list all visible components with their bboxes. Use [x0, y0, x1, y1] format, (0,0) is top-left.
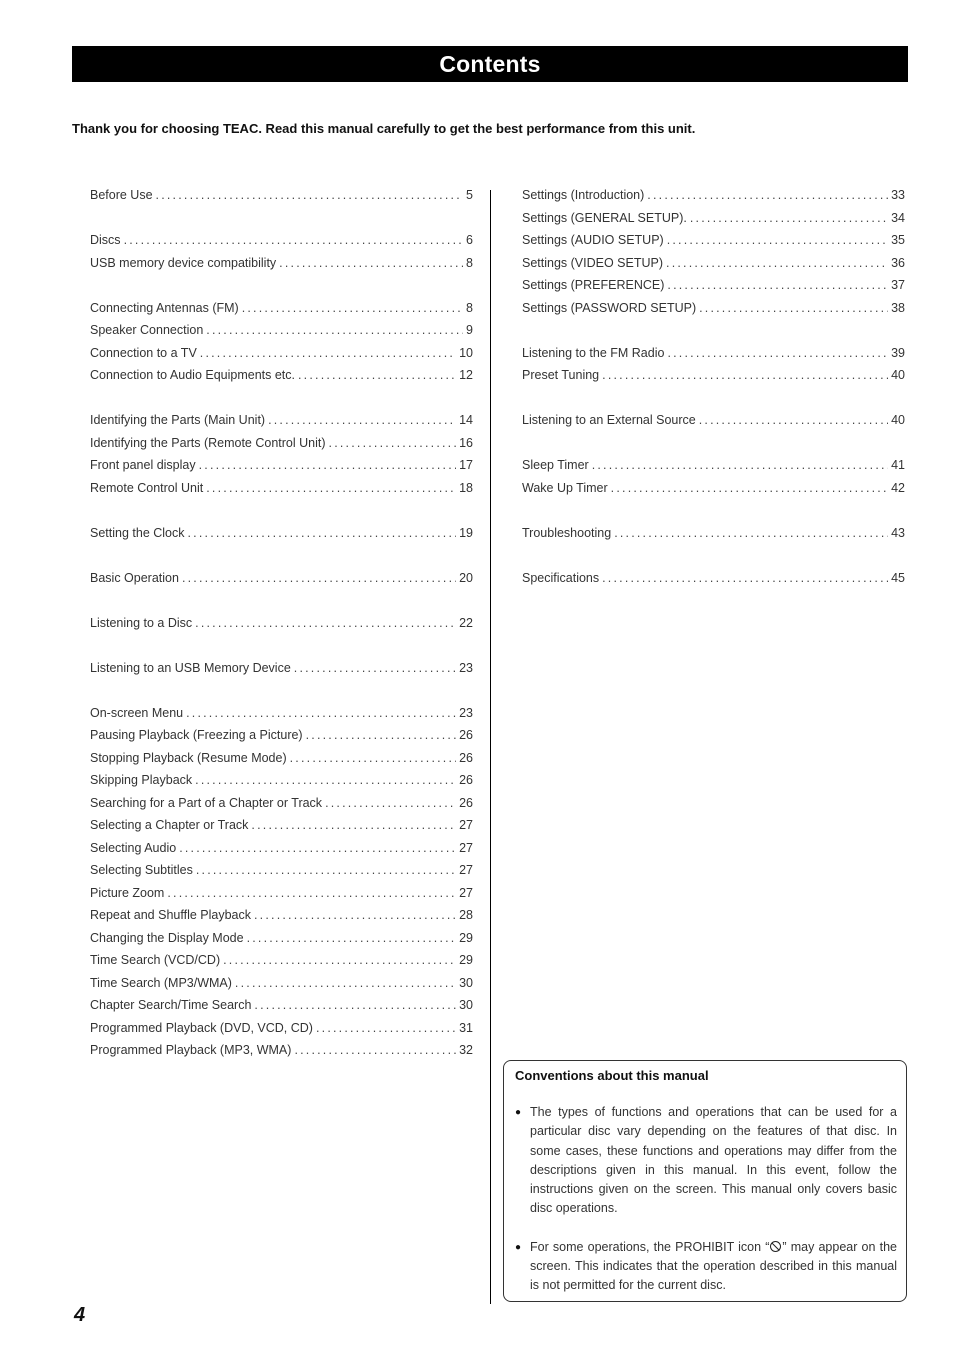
toc-dot-leader [279, 256, 463, 270]
toc-entry[interactable] [90, 976, 473, 999]
toc-entry-page: 29 [459, 930, 473, 945]
toc-spacer [522, 323, 905, 346]
toc-dot-leader [223, 953, 456, 967]
toc-entry-page: 26 [459, 773, 473, 787]
toc-dot-leader [156, 188, 464, 202]
toc-dot-leader [316, 1021, 456, 1035]
toc-entry[interactable] [522, 368, 905, 391]
toc-entry[interactable] [90, 323, 473, 346]
toc-dot-leader [268, 413, 456, 427]
toc-entry[interactable] [90, 706, 473, 729]
toc-spacer [522, 503, 905, 526]
toc-entry-page: 39 [891, 345, 905, 360]
toc-entry-label: Time Search (VCD/CD) [90, 953, 221, 967]
toc-entry[interactable] [90, 818, 473, 841]
toc-entry[interactable] [90, 931, 473, 954]
page-title: Contents [439, 50, 541, 77]
toc-entry-page: 36 [891, 255, 905, 270]
toc-entry-label: Searching for a Part of a Chapter or Track [90, 795, 323, 810]
toc-entry-label: Wake Up Timer [522, 480, 608, 495]
conventions-bullet [515, 1238, 897, 1296]
toc-entry-label: Changing the Display Mode [90, 930, 244, 945]
title-bar [72, 46, 908, 82]
toc-entry-page: 43 [891, 525, 905, 540]
toc-dot-leader [124, 233, 463, 247]
toc-entry-label: Listening to a Disc [90, 615, 193, 630]
toc-left-column [90, 188, 473, 1066]
toc-entry-label: Troubleshooting [522, 525, 612, 540]
toc-entry-label: Basic Operation [90, 570, 179, 585]
toc-entry-label: Specifications [522, 570, 600, 585]
toc-entry-label: Pausing Playback (Freezing a Picture) [90, 728, 303, 742]
toc-dot-leader [602, 368, 888, 382]
toc-entry-page: 45 [891, 570, 905, 585]
toc-dot-leader [667, 233, 888, 247]
toc-entry-label: Speaker Connection [90, 323, 204, 337]
toc-entry-page: 12 [459, 368, 473, 382]
toc-dot-leader [666, 256, 888, 270]
toc-dot-leader [199, 458, 456, 472]
toc-spacer [90, 683, 473, 706]
toc-entry-page: 27 [459, 818, 473, 832]
toc-entry-page: 32 [459, 1043, 473, 1057]
toc-entry-label: Picture Zoom [90, 885, 165, 900]
toc-entry-label: Settings (PREFERENCE) [522, 278, 665, 292]
toc-entry[interactable] [90, 1021, 473, 1044]
toc-entry-page: 30 [459, 998, 473, 1012]
toc-dot-leader [614, 526, 888, 540]
toc-entry-label: Listening to an USB Memory Device [90, 660, 291, 675]
toc-entry-label: Discs [90, 233, 121, 247]
toc-dot-leader [195, 616, 456, 630]
bullet-glyph: ● [515, 1107, 522, 1118]
toc-dot-leader [200, 346, 456, 360]
toc-entry-page: 8 [466, 255, 473, 270]
bullet-text-before-icon: For some operations, the PROHIBIT icon “ [530, 1239, 770, 1254]
toc-entry[interactable] [90, 661, 473, 684]
toc-entry[interactable] [90, 751, 473, 774]
toc-spacer [522, 436, 905, 459]
toc-dot-leader [699, 301, 888, 315]
toc-entry-page: 19 [459, 525, 473, 540]
toc-entry[interactable] [90, 458, 473, 481]
toc-entry-label: Selecting a Chapter or Track [90, 818, 249, 832]
toc-entry-page: 23 [459, 660, 473, 675]
toc-entry-label: USB memory device compatibility [90, 255, 277, 270]
toc-dot-leader [325, 796, 456, 810]
toc-entry-label: Chapter Search/Time Search [90, 998, 252, 1012]
toc-entry[interactable] [522, 301, 905, 324]
toc-entry[interactable] [90, 616, 473, 639]
toc-entry[interactable] [90, 773, 473, 796]
toc-dot-leader [290, 751, 456, 765]
toc-dot-leader [254, 998, 456, 1012]
toc-entry-page: 6 [466, 233, 473, 247]
toc-dot-leader [298, 368, 456, 382]
toc-entry[interactable] [90, 728, 473, 751]
column-divider [490, 190, 491, 1304]
toc-dot-leader [647, 188, 888, 202]
toc-entry-label: Programmed Playback (MP3, WMA) [90, 1043, 292, 1057]
toc-entry[interactable] [90, 481, 473, 504]
toc-entry[interactable] [90, 233, 473, 256]
bullet-text-after-icon: ” may appear on the screen. This indicates that the operation described in this manual is not permitted for the current disc. [530, 1239, 897, 1293]
toc-entry-label: Remote Control Unit [90, 480, 204, 495]
toc-right-column [522, 188, 905, 593]
toc-entry[interactable] [522, 188, 905, 211]
toc-entry[interactable] [90, 953, 473, 976]
toc-entry-page: 10 [459, 345, 473, 360]
toc-dot-leader [329, 436, 457, 450]
toc-entry-label: Time Search (MP3/WMA) [90, 975, 232, 990]
toc-entry-page: 28 [459, 908, 473, 922]
toc-entry-label: Selecting Subtitles [90, 863, 193, 877]
toc-dot-leader [306, 728, 456, 742]
toc-entry-page: 33 [891, 188, 905, 202]
toc-spacer [90, 548, 473, 571]
toc-entry-page: 34 [891, 210, 905, 225]
toc-entry-page: 14 [459, 413, 473, 427]
toc-dot-leader [690, 211, 888, 225]
toc-dot-leader [294, 661, 456, 675]
toc-entry[interactable] [90, 526, 473, 549]
toc-entry-label: Listening to the FM Radio [522, 345, 665, 360]
toc-entry-page: 16 [459, 435, 473, 450]
toc-entry-page: 27 [459, 840, 473, 855]
toc-dot-leader [251, 818, 456, 832]
toc-spacer [90, 503, 473, 526]
toc-entry-label: Front panel display [90, 458, 196, 472]
toc-spacer [90, 593, 473, 616]
toc-entry[interactable] [90, 368, 473, 391]
toc-entry-page: 27 [459, 863, 473, 877]
toc-entry[interactable] [90, 796, 473, 819]
toc-entry-label: Selecting Audio [90, 840, 177, 855]
toc-dot-leader [667, 278, 888, 292]
toc-entry[interactable] [522, 346, 905, 369]
toc-entry[interactable] [522, 571, 905, 594]
toc-entry[interactable] [522, 211, 905, 234]
toc-entry-label: Programmed Playback (DVD, VCD, CD) [90, 1020, 313, 1035]
toc-entry[interactable] [90, 188, 473, 211]
conventions-title: Conventions about this manual [515, 1068, 709, 1083]
toc-entry[interactable] [522, 278, 905, 301]
toc-entry-page: 26 [459, 728, 473, 742]
toc-entry[interactable] [522, 413, 905, 436]
toc-dot-leader [188, 526, 457, 540]
toc-entry-label: Setting the Clock [90, 525, 185, 540]
toc-entry[interactable] [90, 1043, 473, 1066]
toc-entry-page: 30 [459, 975, 473, 990]
toc-dot-leader [602, 571, 888, 585]
toc-entry-page: 26 [459, 750, 473, 765]
intro-text: Thank you for choosing TEAC. Read this manual carefully to get the best performance from this unit. [72, 121, 696, 136]
conventions-bullet-text [530, 1238, 897, 1296]
toc-entry-label: Settings (Introduction) [522, 188, 645, 202]
toc-entry-page: 20 [459, 570, 473, 585]
toc-dot-leader [242, 301, 463, 315]
toc-entry-page: 18 [459, 480, 473, 495]
toc-entry-label: Preset Tuning [522, 368, 600, 382]
toc-entry-label: Skipping Playback [90, 773, 193, 787]
toc-spacer [522, 391, 905, 414]
toc-spacer [522, 548, 905, 571]
toc-dot-leader [182, 571, 456, 585]
toc-entry-page: 40 [891, 368, 905, 382]
toc-entry-page: 37 [891, 278, 905, 292]
conventions-box [503, 1060, 907, 1302]
toc-dot-leader [206, 481, 456, 495]
toc-entry-label: Repeat and Shuffle Playback [90, 908, 251, 922]
toc-entry[interactable] [90, 256, 473, 279]
toc-entry[interactable] [90, 346, 473, 369]
toc-entry[interactable] [522, 458, 905, 481]
toc-entry-label: Sleep Timer [522, 458, 589, 472]
toc-entry-page: 5 [466, 188, 473, 202]
toc-entry-page: 26 [459, 795, 473, 810]
toc-entry-page: 41 [891, 458, 905, 472]
toc-entry[interactable] [522, 526, 905, 549]
toc-dot-leader [206, 323, 463, 337]
toc-entry[interactable] [90, 841, 473, 864]
toc-dot-leader [592, 458, 888, 472]
toc-entry-label: On-screen Menu [90, 705, 184, 720]
toc-entry-page: 9 [466, 323, 473, 337]
toc-spacer [90, 278, 473, 301]
toc-entry[interactable] [522, 233, 905, 256]
toc-dot-leader [179, 841, 456, 855]
page-number: 4 [74, 1304, 86, 1326]
toc-entry-page: 42 [891, 480, 905, 495]
toc-entry-label: Connection to a TV [90, 345, 197, 360]
toc-entry-page: 31 [459, 1020, 473, 1035]
toc-entry-label: Settings (GENERAL SETUP). [522, 210, 687, 225]
toc-dot-leader [195, 773, 456, 787]
toc-spacer [90, 391, 473, 414]
toc-entry-label: Settings (VIDEO SETUP) [522, 255, 664, 270]
toc-entry-label: Listening to an External Source [522, 413, 696, 427]
toc-dot-leader [196, 863, 456, 877]
toc-entry-page: 29 [459, 953, 473, 967]
toc-entry-label: Settings (AUDIO SETUP) [522, 233, 664, 247]
toc-entry-page: 27 [459, 885, 473, 900]
toc-dot-leader [667, 346, 888, 360]
toc-dot-leader [186, 706, 456, 720]
conventions-bullet [515, 1103, 897, 1219]
toc-spacer [90, 638, 473, 661]
toc-entry-page: 22 [459, 615, 473, 630]
toc-dot-leader [254, 908, 456, 922]
toc-entry-label: Settings (PASSWORD SETUP) [522, 300, 697, 315]
toc-entry-label: Identifying the Parts (Remote Control Unit) [90, 435, 326, 450]
toc-entry[interactable] [90, 886, 473, 909]
toc-entry-page: 8 [466, 300, 473, 315]
toc-entry-page: 40 [891, 413, 905, 427]
conventions-bullet-text: The types of functions and operations that can be used for a particular disc vary depending on the features of that disc. In some cases, these functions and operations may differ from the descriptions given in this manual. In this event, follow the instructions given on the screen. This manual only covers basic disc operations. [530, 1105, 897, 1216]
toc-entry-page: 17 [459, 458, 473, 472]
toc-entry-label: Before Use [90, 188, 153, 202]
toc-entry-page: 38 [891, 300, 905, 315]
toc-entry[interactable] [90, 908, 473, 931]
toc-entry[interactable] [90, 436, 473, 459]
toc-entry-label: Connecting Antennas (FM) [90, 300, 239, 315]
toc-entry[interactable] [90, 863, 473, 886]
toc-entry-label: Stopping Playback (Resume Mode) [90, 750, 287, 765]
toc-entry-page: 35 [891, 233, 905, 247]
toc-entry[interactable] [522, 481, 905, 504]
toc-entry[interactable] [522, 256, 905, 279]
bullet-glyph: ● [515, 1241, 522, 1253]
toc-dot-leader [699, 413, 888, 427]
toc-dot-leader [235, 976, 456, 990]
toc-dot-leader [167, 886, 456, 900]
toc-entry-label: Identifying the Parts (Main Unit) [90, 413, 266, 427]
toc-dot-leader [611, 481, 888, 495]
toc-entry[interactable] [90, 998, 473, 1021]
toc-entry-label: Connection to Audio Equipments etc. [90, 368, 295, 382]
toc-dot-leader [247, 931, 457, 945]
toc-entry[interactable] [90, 301, 473, 324]
toc-spacer [90, 211, 473, 234]
toc-dot-leader [294, 1043, 456, 1057]
toc-entry-page: 23 [459, 705, 473, 720]
toc-entry[interactable] [90, 413, 473, 436]
prohibit-icon [770, 1241, 781, 1252]
toc-entry[interactable] [90, 571, 473, 594]
